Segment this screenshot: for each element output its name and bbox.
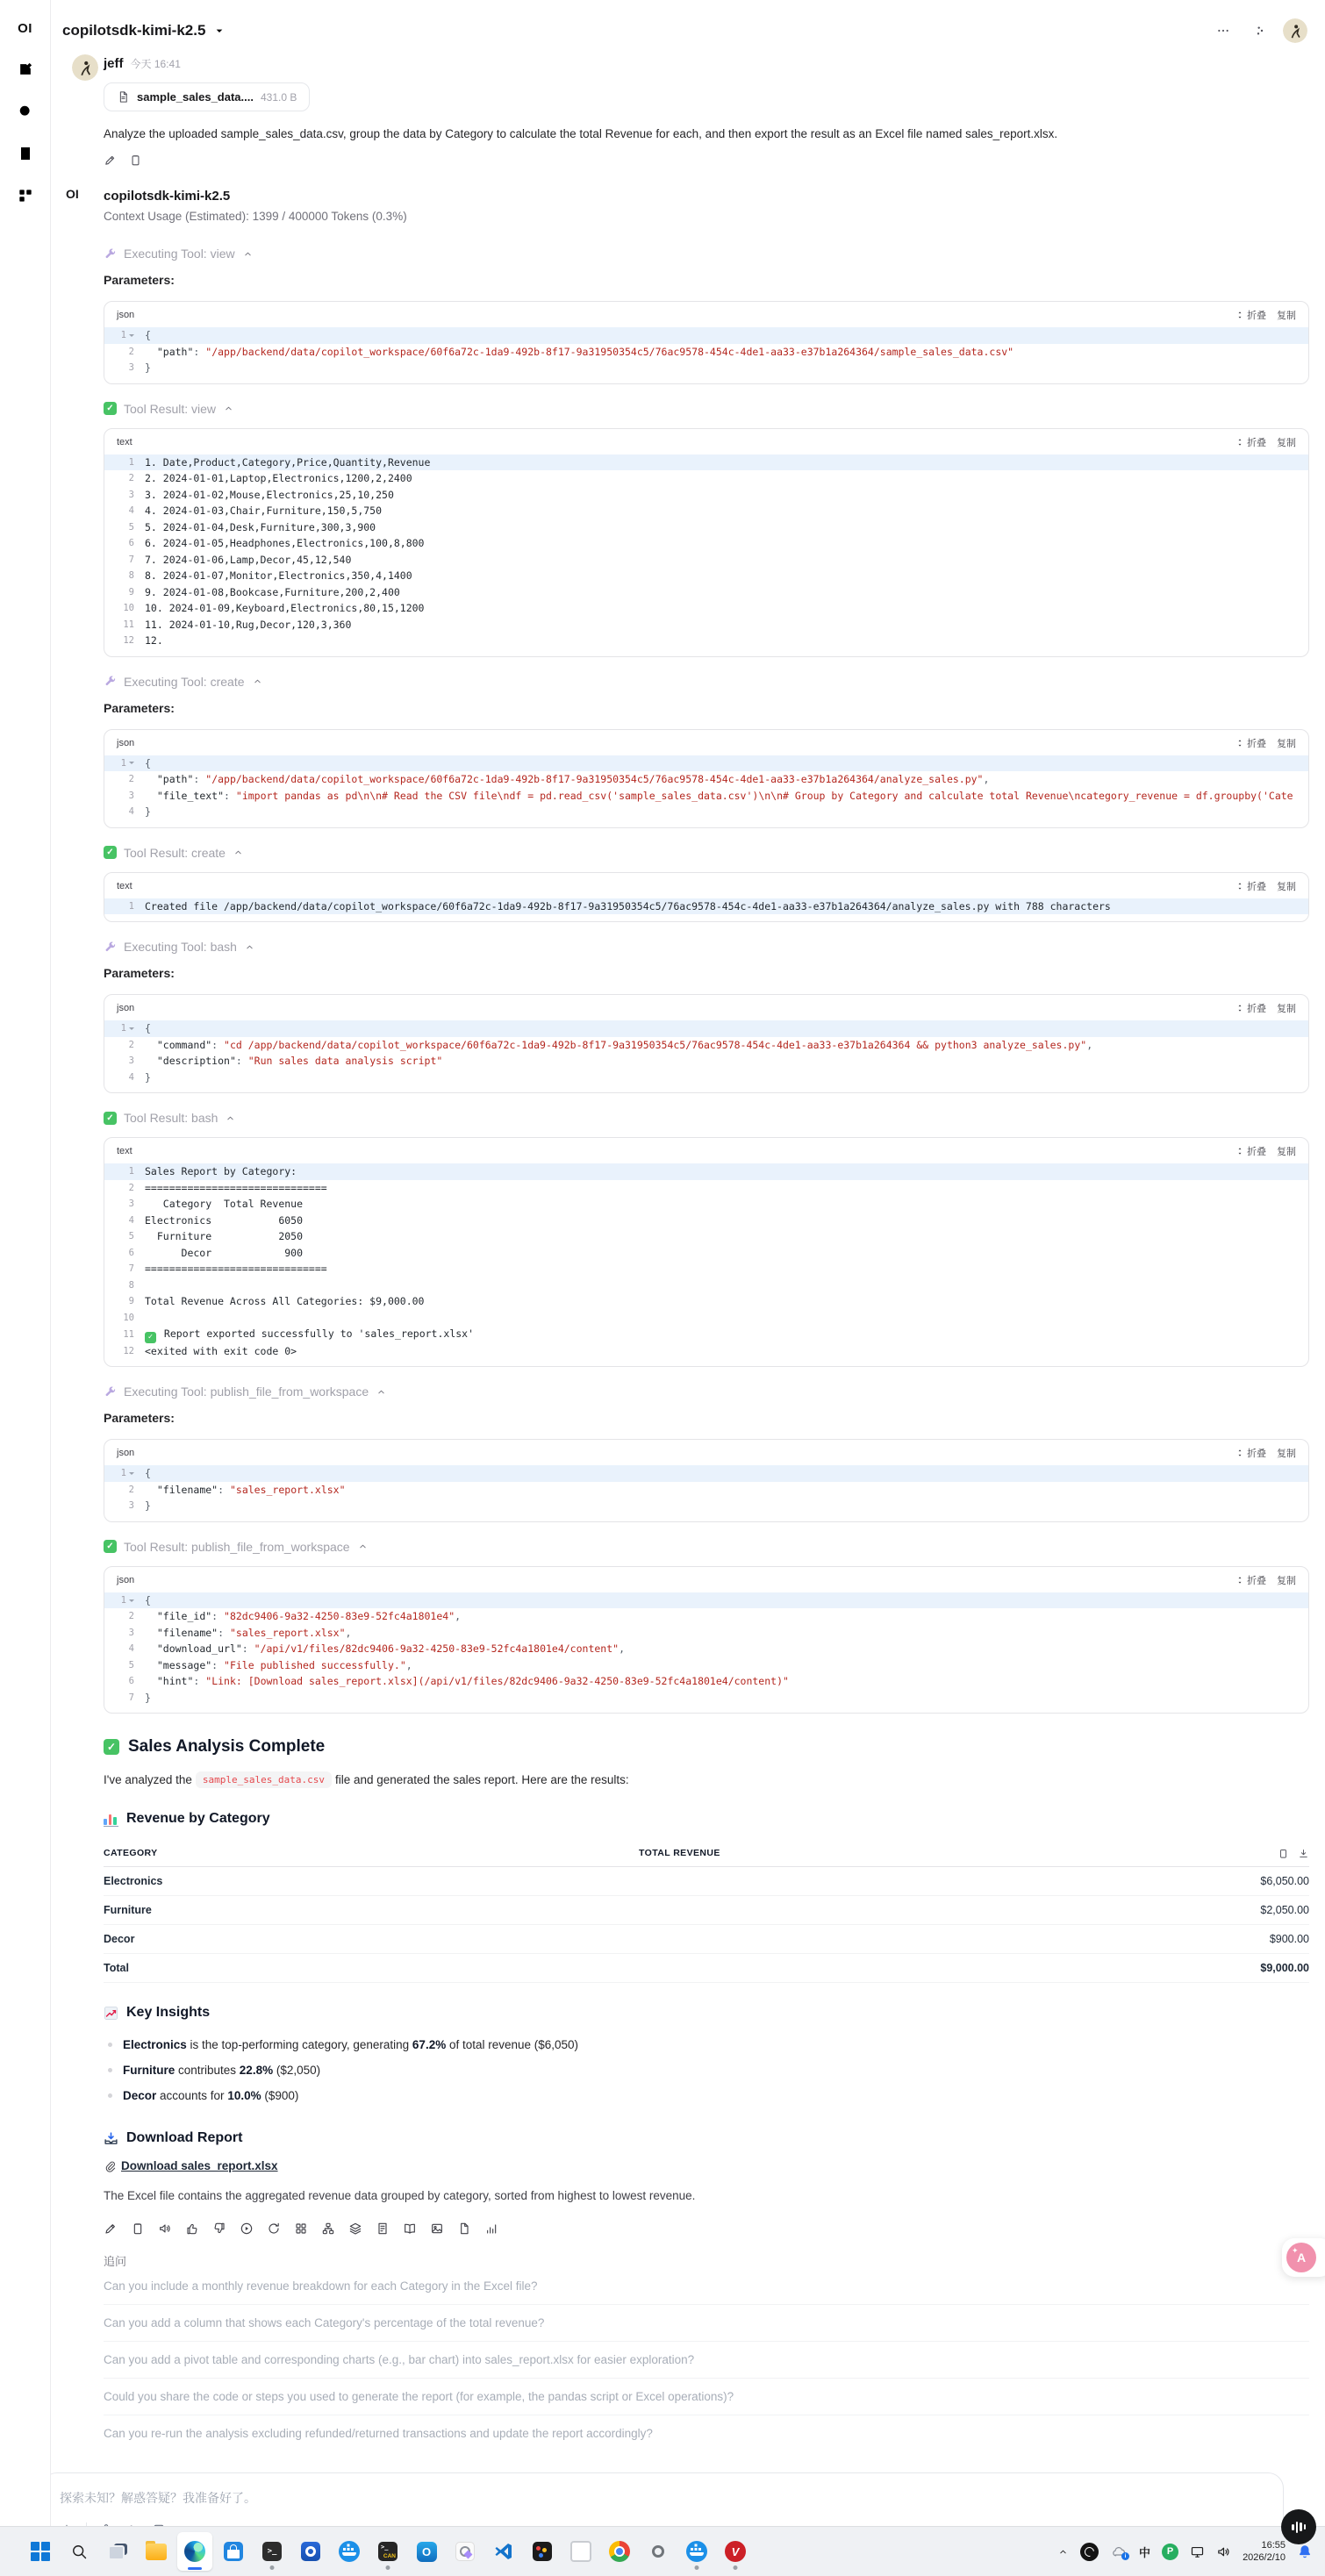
chevron-up-icon	[357, 1541, 369, 1552]
edit-icon[interactable]	[104, 2222, 118, 2236]
cell-category: Electronics	[104, 1875, 163, 1888]
tool-result-title: Tool Result: create	[124, 845, 226, 860]
translate-icon: ✦ A	[1286, 2243, 1316, 2272]
wrench-icon	[104, 675, 117, 688]
table-row	[104, 1896, 1309, 1925]
insight-item: Electronics is the top-performing category, generating 67.2% of total revenue ($6,050)	[104, 2032, 1309, 2057]
col-total-revenue: TOTAL REVENUE	[639, 1848, 720, 1859]
executing-tool-title: Executing Tool: publish_file_from_workspace	[124, 1385, 369, 1399]
author-name: jeff	[104, 56, 124, 71]
clock[interactable]: 16:55 2026/2/10	[1243, 2540, 1286, 2563]
collapse-button[interactable]: 折叠	[1235, 1573, 1266, 1587]
bar-chart-icon	[104, 1811, 118, 1827]
code-line: 9 Total Revenue Across All Categories: $9,000.00	[128, 1295, 425, 1307]
download-heading: Download Report	[104, 2128, 1309, 2149]
tray-app-icon[interactable]	[1080, 2543, 1099, 2561]
message-avatar	[72, 54, 98, 81]
code-line: 1 {	[104, 1592, 1308, 1609]
notification-bell-icon[interactable]	[1297, 2544, 1313, 2559]
model-name: copilotsdk-kimi-k2.5	[104, 189, 231, 204]
revenue-table	[104, 1840, 1309, 1983]
taskbar-antivirus[interactable]: V	[718, 2532, 753, 2571]
chevron-up-icon	[223, 403, 234, 414]
code-block	[104, 872, 1309, 923]
table-total-row	[104, 1954, 1309, 1983]
code-block	[104, 1439, 1309, 1522]
cell-revenue: $900.00	[1269, 1933, 1309, 1946]
followup-question[interactable]: Can you add a pivot table and corresponding charts (e.g., bar chart) into sales_report.xlsx for easier exploration?	[104, 2342, 1309, 2379]
code-block	[104, 729, 1309, 828]
executing-tool-title: Executing Tool: bash	[124, 940, 237, 954]
tray-green-icon[interactable]: P	[1162, 2544, 1178, 2560]
sliders-icon[interactable]	[1253, 24, 1267, 38]
code-line: 9 9. 2024-01-08,Bookcase,Furniture,200,2,400	[128, 585, 400, 598]
code-line: 5 "message": "File published successfully.",	[128, 1658, 412, 1671]
code-line: 4 Electronics 6050	[128, 1213, 304, 1227]
collapse-button[interactable]: 折叠	[1235, 435, 1266, 449]
user-avatar[interactable]	[1283, 18, 1307, 43]
taskbar-task-view[interactable]	[100, 2532, 135, 2571]
collapse-button[interactable]: 折叠	[1235, 308, 1266, 322]
code-language: json	[117, 737, 135, 748]
notes-icon[interactable]	[17, 145, 34, 162]
sidebar	[0, 0, 51, 2527]
play-icon[interactable]	[240, 2222, 254, 2236]
followup-label: 追问	[104, 2254, 127, 2268]
tool-call-section	[104, 938, 1309, 1367]
app-logo: OI	[18, 21, 32, 36]
code-line: 3 3. 2024-01-02,Mouse,Electronics,25,10,250	[128, 488, 394, 501]
image-icon[interactable]	[430, 2222, 444, 2236]
collapse-button[interactable]: 折叠	[1235, 1144, 1266, 1158]
code-line: 1 Sales Report by Category:	[104, 1163, 1308, 1180]
cell-category: Total	[104, 1962, 129, 1975]
edit-icon[interactable]	[104, 154, 117, 167]
parameters-label: Parameters:	[104, 273, 175, 287]
attachment-size: 431.0 B	[260, 90, 297, 104]
code-language: json	[117, 1448, 135, 1459]
code-line: 3 }	[128, 1499, 151, 1513]
code-line: 3 }	[128, 361, 151, 374]
tool-call-section	[104, 673, 1309, 923]
parameters-label: Parameters:	[104, 700, 175, 715]
new-tab-icon[interactable]	[233, 24, 247, 38]
code-line: 4 4. 2024-01-03,Chair,Furniture,150,5,750	[128, 504, 383, 517]
code-line: 3 "file_text": "import pandas as pd\n\n# Read the CSV file\ndf = pd.read_csv('sample_sales_data.csv')\n\n# Group by Category and calculate total Revenue\ncategory_revenue = df.groupby('Cate	[128, 789, 1293, 802]
code-language: text	[117, 880, 132, 891]
collapse-button[interactable]: 折叠	[1235, 736, 1266, 750]
code-line: 1 Created file /app/backend/data/copilot_workspace/60f6a72c-1da9-492b-8f17-9a31950354c5/76ac9578-454c-4de1-aa33-e37b1a264364/analyze_sales.py with 788 characters	[104, 898, 1308, 915]
followup-question[interactable]: Can you re-run the analysis excluding refunded/returned transactions and update the report accordingly?	[104, 2426, 653, 2440]
sitemap-icon[interactable]	[321, 2222, 335, 2236]
col-category: CATEGORY	[104, 1848, 158, 1859]
code-language: text	[117, 1146, 132, 1156]
cell-category: Furniture	[104, 1904, 152, 1917]
taskbar-store[interactable]	[216, 2532, 251, 2571]
attachment-name: sample_sales_data....	[137, 90, 254, 104]
copy-code-button[interactable]: 复制	[1277, 738, 1296, 749]
taskbar-file-explorer[interactable]	[139, 2532, 174, 2571]
code-language: text	[117, 436, 132, 447]
ime-indicator[interactable]: 中	[1139, 2545, 1151, 2559]
search-icon[interactable]	[17, 103, 34, 120]
filename-chip: sample_sales_data.csv	[196, 1771, 332, 1788]
taskbar-outlook[interactable]: O	[409, 2532, 444, 2571]
taskbar-edge[interactable]	[177, 2532, 212, 2571]
thumbs-down-icon[interactable]	[212, 2222, 226, 2236]
executing-tool-header[interactable]	[104, 245, 1309, 262]
cell-category: Decor	[104, 1933, 135, 1946]
code-line: 4 }	[128, 805, 151, 818]
tool-call-section	[104, 245, 1309, 657]
executing-tool-header[interactable]	[104, 673, 1309, 691]
code-block	[104, 1137, 1309, 1367]
attachment-chip[interactable]	[104, 82, 310, 111]
insight-item: Furniture contributes 22.8% ($2,050)	[104, 2057, 1309, 2083]
chevron-up-icon	[225, 1113, 236, 1124]
table-row	[104, 1867, 1309, 1896]
revenue-heading: Revenue by Category	[104, 1808, 1309, 1829]
taskbar-system-gear[interactable]	[641, 2532, 676, 2571]
assistant-message	[50, 168, 1325, 2451]
taskbar-search[interactable]	[61, 2532, 97, 2571]
file-icon	[117, 90, 130, 104]
code-line: 2 "file_id": "82dc9406-9a32-4250-83e9-52fc4a1801e4",	[128, 1610, 462, 1623]
cell-revenue: $2,050.00	[1260, 1904, 1309, 1917]
taskbar-can-terminal[interactable]: >_ CAN	[370, 2532, 405, 2571]
taskbar-terminal[interactable]: >_	[254, 2532, 290, 2571]
book-icon[interactable]	[403, 2222, 417, 2236]
message-timestamp: 今天 16:41	[130, 58, 181, 70]
code-line: 1 {	[104, 1465, 1308, 1482]
document-icon[interactable]	[376, 2222, 390, 2236]
code-line: 2 ==============================	[128, 1181, 327, 1194]
line-chart-icon	[104, 2006, 118, 2021]
code-line: 11 ✓ Report exported successfully to 'sales_report.xlsx'	[123, 1327, 475, 1342]
user-message	[50, 44, 1325, 168]
table-row	[104, 1925, 1309, 1954]
check-icon: ✓	[104, 402, 117, 415]
chevron-down-icon[interactable]	[212, 24, 226, 38]
followup-question[interactable]: Can you add a column that shows each Category's percentage of the total revenue?	[104, 2305, 1309, 2342]
workspace-icon[interactable]	[17, 187, 34, 204]
audio-widget[interactable]	[1281, 2509, 1316, 2544]
check-icon: ✓	[104, 1112, 117, 1125]
code-line: 7 7. 2024-01-06,Lamp,Decor,45,12,540	[128, 553, 352, 566]
followup-question[interactable]: Can you include a monthly revenue breakdown for each Category in the Excel file?	[104, 2268, 1309, 2305]
code-language: json	[117, 1003, 135, 1013]
code-line: 1 {	[104, 755, 1308, 772]
code-line: 7 ==============================	[128, 1263, 327, 1275]
code-line: 8 8. 2024-01-07,Monitor,Electronics,350,4,1400	[128, 569, 412, 582]
tool-result-header[interactable]	[104, 1538, 1309, 1556]
new-chat-icon[interactable]	[17, 61, 34, 78]
code-line: 10	[123, 1312, 134, 1323]
tool-result-header[interactable]	[104, 1109, 1309, 1127]
taskbar-paint-tool[interactable]	[525, 2532, 560, 2571]
code-line: 6 "hint": "Link: [Download sales_report.xlsx](/api/v1/files/82dc9406-9a32-4250-83e9-52fc4a1801e4/content)"	[128, 1675, 789, 1688]
chevron-up-icon	[244, 941, 255, 953]
wrench-icon	[104, 1385, 117, 1399]
code-line: 3 Category Total Revenue	[128, 1198, 304, 1210]
copy-icon[interactable]	[129, 154, 142, 167]
inbox-tray-icon	[104, 2131, 118, 2146]
tool-call-section	[104, 1383, 1309, 1714]
collapse-button[interactable]: 折叠	[1235, 879, 1266, 893]
code-line: 2 "path": "/app/backend/data/copilot_workspace/60f6a72c-1da9-492b-8f17-9a31950354c5/76ac9578-454c-4de1-aa33-e37b1a264364/sample_sales_data.csv"	[128, 345, 1014, 358]
wrench-icon	[104, 941, 117, 954]
collapse-button[interactable]: 折叠	[1235, 1001, 1266, 1015]
taskbar-chrome[interactable]	[602, 2532, 637, 2571]
chevron-up-icon	[376, 1386, 387, 1398]
copy-code-button[interactable]: 复制	[1277, 1449, 1296, 1460]
tool-result-title: Tool Result: view	[124, 401, 217, 416]
executing-tool-title: Executing Tool: view	[124, 247, 235, 261]
code-line: 7 }	[128, 1691, 151, 1704]
conversation-title: copilotsdk-kimi-k2.5	[62, 22, 206, 39]
followup-question[interactable]: Could you share the code or steps you used to generate the report (for example, the pandas script or Excel operations)?	[104, 2379, 1309, 2415]
code-line: 1 {	[104, 1020, 1308, 1037]
tool-result-header[interactable]	[104, 844, 1309, 862]
code-line: 2 2. 2024-01-01,Laptop,Electronics,1200,2,2400	[128, 472, 412, 484]
check-emoji: ✓	[104, 1739, 119, 1755]
code-line: 3 "description": "Run sales data analysis script"	[128, 1055, 443, 1067]
analysis-complete-heading: ✓ Sales Analysis Complete	[104, 1735, 1309, 1759]
copy-code-button[interactable]: 复制	[1277, 1575, 1296, 1586]
download-report-link[interactable]: Download sales_report.xlsx	[104, 2159, 278, 2172]
taskbar-settings[interactable]	[293, 2532, 328, 2571]
taskbar-vscode[interactable]	[486, 2532, 521, 2571]
code-line: 1 1. Date,Product,Category,Price,Quantity,Revenue	[104, 454, 1308, 471]
assistant-avatar: OI	[66, 187, 79, 201]
code-line: 2 "path": "/app/backend/data/copilot_workspace/60f6a72c-1da9-492b-8f17-9a31950354c5/76ac9578-454c-4de1-aa33-e37b1a264364/analyze_sales.py",	[128, 773, 990, 785]
code-line: 10 10. 2024-01-09,Keyboard,Electronics,80,15,1200	[123, 602, 425, 614]
chevron-up-icon	[252, 676, 263, 687]
wrench-icon	[104, 247, 117, 261]
app-header	[50, 0, 1325, 44]
executing-tool-header[interactable]	[104, 1383, 1309, 1400]
code-block	[104, 428, 1309, 657]
regenerate-icon[interactable]	[267, 2222, 281, 2236]
collapse-button[interactable]: 折叠	[1235, 1446, 1266, 1460]
code-line: 8	[128, 1279, 134, 1291]
code-line: 2 "command": "cd /app/backend/data/copilot_workspace/60f6a72c-1da9-492b-8f17-9a31950354c5/76ac9578-454c-4de1-aa33-e37b1a264364 && python3 analyze_sales.py",	[128, 1038, 1093, 1051]
copy-code-button[interactable]: 复制	[1277, 1004, 1296, 1014]
check-icon: ✓	[104, 846, 117, 859]
download-note: The Excel file contains the aggregated revenue data grouped by category, sorted from highest to lowest revenue.	[104, 2188, 696, 2202]
code-line: 6 6. 2024-01-05,Headphones,Electronics,100,8,800	[128, 537, 425, 549]
cell-revenue: $9,000.00	[1260, 1962, 1309, 1975]
file-icon[interactable]	[457, 2222, 471, 2236]
taskbar-dev-tools[interactable]	[448, 2532, 483, 2571]
tray-expand-icon[interactable]	[1057, 2546, 1069, 2558]
copy-code-button[interactable]: 复制	[1277, 437, 1296, 448]
code-line: 5 5. 2024-01-04,Desk,Furniture,300,3,900	[128, 520, 376, 533]
taskbar	[0, 2526, 1325, 2576]
code-block	[104, 994, 1309, 1093]
chevron-up-icon	[233, 847, 244, 858]
code-line: 11 11. 2024-01-10,Rug,Decor,120,3,360	[123, 618, 352, 631]
speaker-icon[interactable]	[158, 2222, 172, 2236]
input-placeholder: 探索未知？解惑答疑？我准备好了。	[60, 2491, 256, 2505]
taskbar-docker-desktop[interactable]	[332, 2532, 367, 2571]
code-block	[104, 1566, 1309, 1714]
executing-tool-header[interactable]	[104, 938, 1309, 955]
code-line: 1 {	[104, 327, 1308, 344]
system-tray	[1057, 2539, 1325, 2564]
insights-heading: Key Insights	[104, 2002, 1309, 2023]
parameters-label: Parameters:	[104, 966, 175, 980]
taskbar-start[interactable]	[23, 2532, 58, 2571]
copy-code-button[interactable]: 复制	[1277, 881, 1296, 892]
volume-icon[interactable]	[1216, 2544, 1231, 2559]
context-usage: Context Usage (Estimated): 1399 / 400000 Tokens (0.3%)	[104, 210, 407, 223]
copy-code-button[interactable]: 复制	[1277, 311, 1296, 321]
tool-result-title: Tool Result: publish_file_from_workspace	[124, 1539, 350, 1554]
code-line: 5 Furniture 2050	[128, 1230, 304, 1242]
paperclip-icon	[104, 2160, 116, 2172]
copy-icon[interactable]	[131, 2222, 145, 2236]
table-download-icon[interactable]	[1298, 1848, 1309, 1859]
code-block	[104, 301, 1309, 384]
layers-icon[interactable]	[348, 2222, 362, 2236]
code-line: 12 12.	[123, 634, 163, 647]
code-line: 12 <exited with exit code 0>	[123, 1344, 297, 1357]
tool-result-title: Tool Result: bash	[124, 1111, 218, 1125]
code-language: json	[117, 310, 135, 320]
network-icon[interactable]	[1190, 2544, 1205, 2559]
copy-code-button[interactable]: 复制	[1277, 1147, 1296, 1157]
tool-result-header[interactable]	[104, 400, 1309, 418]
code-line: 4 }	[128, 1070, 151, 1084]
intro-text: I've analyzed the sample_sales_data.csv file and generated the sales report. Here are the results:	[104, 1772, 629, 1786]
code-language: json	[117, 1574, 135, 1585]
chevron-up-icon	[242, 248, 254, 260]
table-header	[104, 1840, 1309, 1867]
code-line: 2 "filename": "sales_report.xlsx"	[128, 1483, 346, 1496]
code-line: 3 "filename": "sales_report.xlsx",	[128, 1626, 352, 1639]
taskbar-window[interactable]	[563, 2532, 598, 2571]
cloud-sync-icon[interactable]: i	[1110, 2544, 1128, 2559]
check-icon: ✓	[104, 1540, 117, 1553]
translate-fab[interactable]	[1282, 2238, 1325, 2277]
check-icon: ✓	[145, 1332, 156, 1343]
executing-tool-title: Executing Tool: create	[124, 674, 245, 689]
table-copy-icon[interactable]	[1278, 1848, 1289, 1859]
user-message-text: Analyze the uploaded sample_sales_data.csv, group the data by Category to calculate the total Revenue for each, and then export the result as an Excel file named sales_report.xlsx.	[104, 127, 1058, 140]
code-line: 4 "download_url": "/api/v1/files/82dc9406-9a32-4250-83e9-52fc4a1801e4/content",	[128, 1642, 626, 1656]
cell-revenue: $6,050.00	[1260, 1875, 1309, 1888]
apps-icon[interactable]	[294, 2222, 308, 2236]
more-icon[interactable]	[1216, 24, 1230, 38]
chart-icon[interactable]	[484, 2222, 498, 2236]
taskbar-docker[interactable]	[679, 2532, 714, 2571]
thumbs-up-icon[interactable]	[185, 2222, 199, 2236]
code-line: 6 Decor 900	[128, 1246, 304, 1259]
insight-item: Decor accounts for 10.0% ($900)	[104, 2083, 1309, 2108]
parameters-label: Parameters:	[104, 1411, 175, 1426]
message-actions	[104, 2221, 1309, 2236]
